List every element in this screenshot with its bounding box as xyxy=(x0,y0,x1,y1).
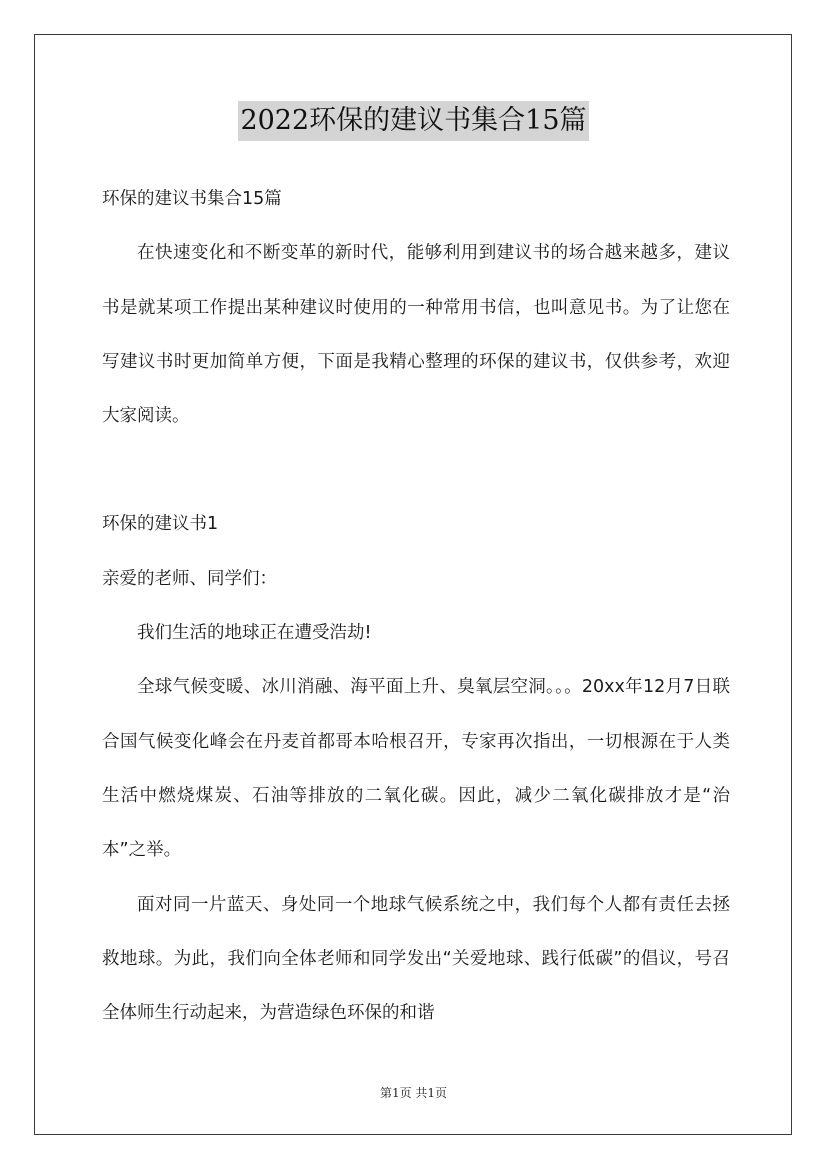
section-heading: 环保的建议书1 xyxy=(102,514,219,535)
salutation: 亲爱的老师、同学们： xyxy=(102,568,277,589)
document-body xyxy=(102,172,730,1040)
document-subtitle: 环保的建议书集合15篇 xyxy=(102,189,282,209)
document-title-container xyxy=(0,101,827,141)
paragraph-spacer xyxy=(102,443,730,497)
body-paragraph-3: 面对同一片蓝天、身处同一个地球气候系统之中，我们每个人都有责任去拯救地球。为此，我们向全体老师和同学发出“关爱地球、践行低碳”的倡议，号召全体师生行动起来，为营造绿色环保的和谐 xyxy=(102,894,730,1024)
document-title: 2022环保的建议书集合15篇 xyxy=(238,101,588,141)
body-paragraph-2: 全球气候变暖、冰川消融、海平面上升、臭氧层空洞。。。20xx年12月7日联合国气候变化峰会在丹麦首都哥本哈根召开，专家再次指出，一切根源在于人类生活中燃烧煤炭、石油等排放的二氧化碳。因此，减少二氧化碳排放才是“治本”之举。 xyxy=(102,677,730,861)
body-paragraph-1: 我们生活的地球正在遭受浩劫! xyxy=(137,623,372,644)
page-number: 第1页 共1页 xyxy=(379,1086,448,1100)
intro-paragraph: 在快速变化和不断变革的新时代，能够利用到建议书的场合越来越多，建议书是就某项工作提出某种建议时使用的一种常用书信，也叫意见书。为了让您在写建议书时更加简单方便，下面是我精心整理的环保的建议书，仅供参考，欢迎大家阅读。 xyxy=(102,243,730,427)
